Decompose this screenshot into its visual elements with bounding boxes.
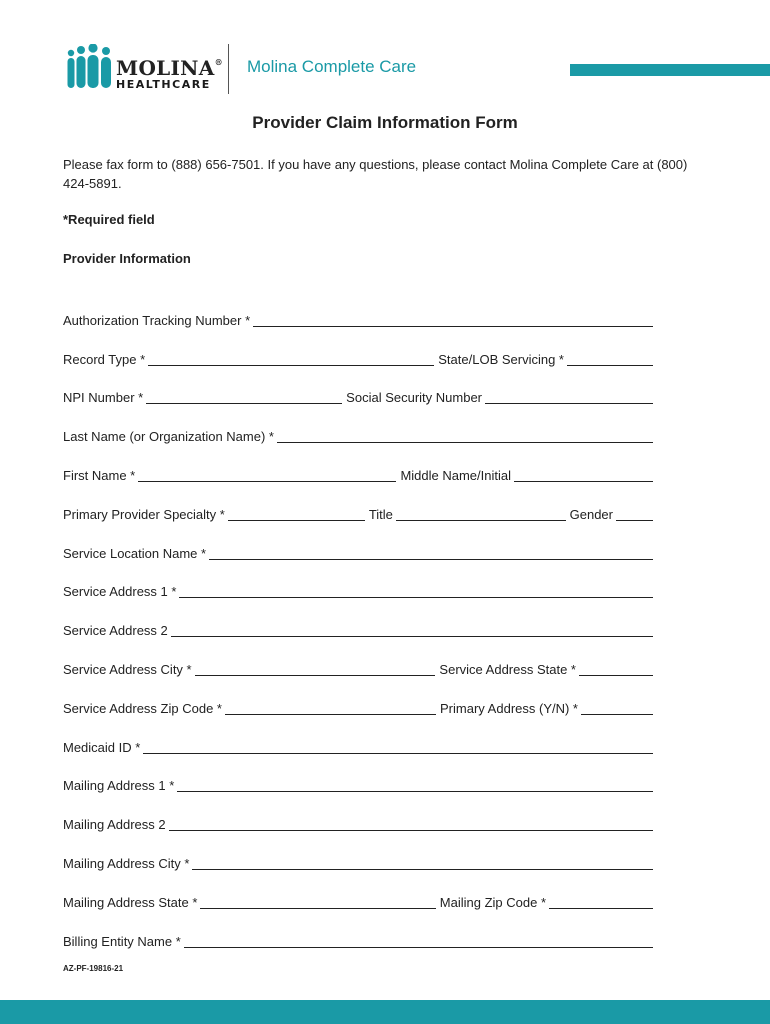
brand-name: Molina Complete Care xyxy=(247,57,417,76)
first-name-label: First Name * xyxy=(63,467,136,483)
service-address2-label: Service Address 2 xyxy=(63,623,168,639)
npi-label: NPI Number * xyxy=(63,390,144,406)
form-intro: Please fax form to (888) 656-7501. If you have any questions, please contact Molina Complete Care at (800) 424-5891. xyxy=(63,157,688,191)
form-row xyxy=(63,523,653,562)
title-field[interactable] xyxy=(396,506,566,521)
form-row xyxy=(63,756,653,795)
molina-healthcare-logo xyxy=(66,44,226,94)
specialty-field[interactable] xyxy=(228,506,365,521)
form-row xyxy=(63,833,653,872)
auth-tracking-label: Authorization Tracking Number * xyxy=(63,312,251,328)
service-address1-field[interactable] xyxy=(179,583,653,598)
form-row xyxy=(63,445,653,484)
form-row xyxy=(63,872,653,911)
mailing-zip-field[interactable] xyxy=(549,894,653,909)
record-type-field[interactable] xyxy=(148,351,434,366)
form-row xyxy=(63,639,653,678)
billing-entity-label: Billing Entity Name * xyxy=(63,933,181,949)
form-row xyxy=(63,329,653,368)
service-state-label: Service Address State * xyxy=(439,661,576,677)
form-row xyxy=(63,717,653,756)
middle-name-label: Middle Name/Initial xyxy=(400,467,511,483)
footer-accent-bar xyxy=(0,1000,770,1024)
service-address1-label: Service Address 1 * xyxy=(63,584,177,600)
gender-field[interactable] xyxy=(616,506,653,521)
service-zip-label: Service Address Zip Code * xyxy=(63,700,222,716)
service-location-label: Service Location Name * xyxy=(63,545,207,561)
logo-healthcare-text: HEALTHCARE xyxy=(116,78,211,91)
ssn-field[interactable] xyxy=(485,389,653,404)
title-label: Title xyxy=(368,506,393,522)
form-row xyxy=(63,794,653,833)
service-state-field[interactable] xyxy=(579,661,653,676)
first-name-field[interactable] xyxy=(138,467,396,482)
logo-wordmark xyxy=(116,58,223,90)
billing-entity-field[interactable] xyxy=(184,933,653,948)
form-row xyxy=(63,290,653,329)
section-title: Provider Information xyxy=(63,251,191,266)
auth-tracking-field[interactable] xyxy=(253,312,653,327)
state-lob-field[interactable] xyxy=(567,351,653,366)
gender-label: Gender xyxy=(569,506,613,522)
mailing-address2-label: Mailing Address 2 xyxy=(63,817,166,833)
form-row xyxy=(63,678,653,717)
middle-name-field[interactable] xyxy=(514,467,653,482)
required-note: *Required field xyxy=(63,212,155,227)
state-lob-label: State/LOB Servicing * xyxy=(438,351,564,367)
medicaid-id-label: Medicaid ID * xyxy=(63,739,141,755)
specialty-label: Primary Provider Specialty * xyxy=(63,506,225,522)
people-figures-icon xyxy=(66,44,114,90)
medicaid-id-field[interactable] xyxy=(143,739,653,754)
mailing-city-field[interactable] xyxy=(192,855,653,870)
form-row xyxy=(63,484,653,523)
form-row xyxy=(63,600,653,639)
service-zip-field[interactable] xyxy=(225,700,436,715)
mailing-address2-field[interactable] xyxy=(169,816,653,831)
form-title: Provider Claim Information Form xyxy=(252,113,518,132)
mailing-state-label: Mailing Address State * xyxy=(63,894,198,910)
header-divider xyxy=(228,44,229,94)
ssn-label: Social Security Number xyxy=(346,390,482,406)
form-row xyxy=(63,562,653,601)
service-city-label: Service Address City * xyxy=(63,661,192,677)
header-accent-bar xyxy=(570,64,770,76)
logo-molina-text: MOLINA® xyxy=(116,56,223,80)
service-location-field[interactable] xyxy=(209,545,653,560)
form-code: AZ-PF-19816-21 xyxy=(63,964,124,973)
mailing-city-label: Mailing Address City * xyxy=(63,855,190,871)
mailing-address1-field[interactable] xyxy=(177,777,653,792)
primary-address-label: Primary Address (Y/N) * xyxy=(440,700,578,716)
npi-field[interactable] xyxy=(146,389,342,404)
mailing-address1-label: Mailing Address 1 * xyxy=(63,778,175,794)
service-address2-field[interactable] xyxy=(171,622,653,637)
mailing-state-field[interactable] xyxy=(200,894,435,909)
record-type-label: Record Type * xyxy=(63,351,146,367)
primary-address-field[interactable] xyxy=(581,700,653,715)
form-row xyxy=(63,406,653,445)
last-name-label: Last Name (or Organization Name) * xyxy=(63,429,274,445)
form-row xyxy=(63,368,653,407)
last-name-field[interactable] xyxy=(277,428,653,443)
provider-info-form xyxy=(63,290,653,950)
page-header xyxy=(0,0,770,110)
service-city-field[interactable] xyxy=(195,661,436,676)
mailing-zip-label: Mailing Zip Code * xyxy=(439,894,546,910)
form-row xyxy=(63,911,653,950)
